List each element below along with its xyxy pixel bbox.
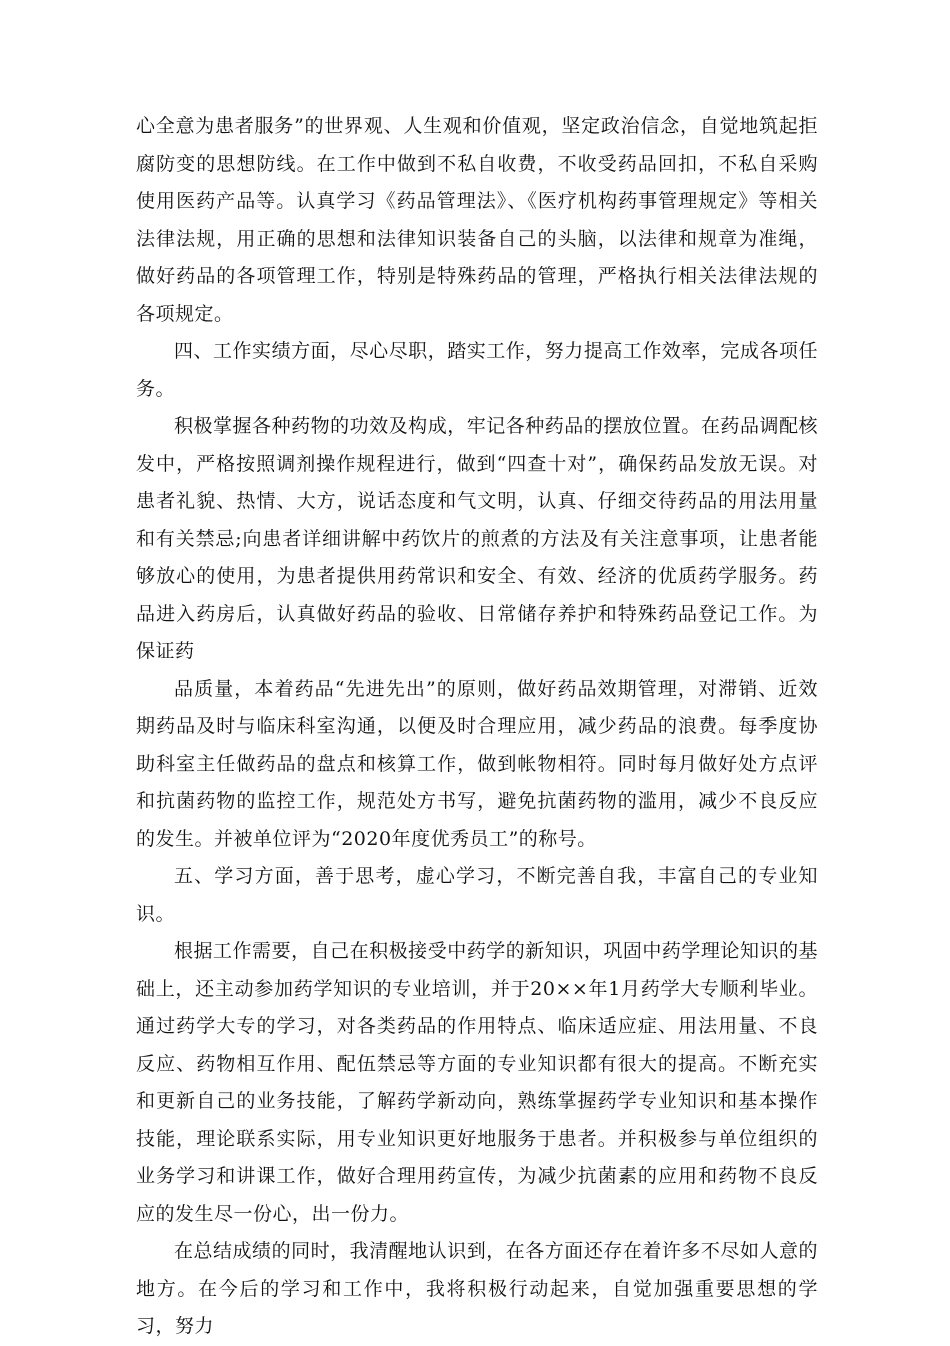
paragraph-dispensing: 积极掌握各种药物的功效及构成，牢记各种药品的摆放位置。在药品调配核发中，严格按照调剂操作规程进行，做到“四查十对”，确保药品发放无误。对患者礼貌、热情、大方，说话态度和气文明，认真、仔细交待药品的用法用量和有关禁忌;向患者详细讲解中药饮片的煎煮的方法及有关注意事项，让患者能够放心的使用，为患者提供用药常识和安全、有效、经济的优质药学服务。药品进入药房后，认真做好药品的验收、日常储存养护和特殊药品登记工作。为保证药 [136, 415, 818, 662]
paragraph-heading-work-performance: 四、工作实绩方面，尽心尽职，踏实工作，努力提高工作效率，完成各项任务。 [136, 340, 818, 400]
paragraph-quality-management: 品质量，本着药品“先进先出”的原则，做好药品效期管理，对滞销、近效期药品及时与临床科室沟通，以便及时合理应用，减少药品的浪费。每季度协助科室主任做药品的盘点和核算工作，做到帐物相符。同时每月做好处方点评和抗菌药物的监控工作，规范处方书写，避免抗菌药物的滥用，减少不良反应的发生。并被单位评为“2020年度优秀员工”的称号。 [136, 677, 818, 850]
document-body [136, 108, 818, 1346]
paragraph-heading-study: 五、学习方面，善于思考，虚心学习，不断完善自我，丰富自己的专业知识。 [136, 865, 818, 925]
paragraph-self-reflection: 在总结成绩的同时，我清醒地认识到，在各方面还存在着许多不尽如人意的地方。在今后的学习和工作中，我将积极行动起来，自觉加强重要思想的学习，努力 [136, 1240, 818, 1337]
paragraph-ethics: 心全意为患者服务”的世界观、人生观和价值观，坚定政治信念，自觉地筑起拒腐防变的思想防线。在工作中做到不私自收费，不收受药品回扣，不私自采购使用医药产品等。认真学习《药品管理法》、《医疗机构药事管理规定》等相关法律法规，用正确的思想和法律知识装备自己的头脑，以法律和规章为准绳，做好药品的各项管理工作，特别是特殊药品的管理，严格执行相关法律法规的各项规定。 [136, 115, 818, 325]
paragraph-professional-training: 根据工作需要，自己在积极接受中药学的新知识，巩固中药学理论知识的基础上，还主动参加药学知识的专业培训，并于20××年1月药学大专顺利毕业。通过药学大专的学习，对各类药品的作用特点、临床适应症、用法用量、不良反应、药物相互作用、配伍禁忌等方面的专业知识都有很大的提高。不断充实和更新自己的业务技能，了解药学新动向，熟练掌握药学专业知识和基本操作技能，理论联系实际，用专业知识更好地服务于患者。并积极参与单位组织的业务学习和讲课工作，做好合理用药宣传，为减少抗菌素的应用和药物不良反应的发生尽一份心，出一份力。 [136, 940, 818, 1225]
